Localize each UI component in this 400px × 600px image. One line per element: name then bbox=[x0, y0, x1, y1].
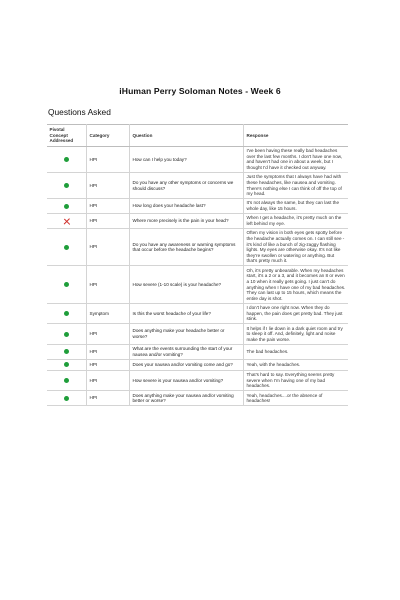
concept-cell bbox=[47, 229, 87, 266]
concept-cell bbox=[47, 324, 87, 345]
category-cell: HPI bbox=[87, 266, 130, 303]
green-dot-icon bbox=[63, 348, 70, 355]
response-cell: I've been having these really bad headaches over the last few months. I don't have one now, and haven't had one in about a week, but I thought I'd have it checked out anyway. bbox=[244, 146, 349, 172]
table-row bbox=[47, 370, 348, 391]
question-cell: How long does your headache last? bbox=[130, 199, 244, 214]
question-cell: Does anything make your headache better or worse? bbox=[130, 324, 244, 345]
green-dot-icon bbox=[63, 156, 70, 163]
question-cell: How severe (1-10 scale) is your headache? bbox=[130, 266, 244, 303]
table-row bbox=[47, 391, 348, 406]
concept-cell bbox=[47, 172, 87, 198]
question-cell: Is this the worst headache of your life? bbox=[130, 303, 244, 324]
green-dot-icon bbox=[63, 203, 70, 210]
response-cell: Yeah, headaches....or the absence of headaches! bbox=[244, 391, 349, 406]
header-concept: Pivotal Concept Addressed bbox=[47, 125, 87, 147]
red-x-icon bbox=[63, 218, 70, 225]
header-category: Category bbox=[87, 125, 130, 147]
table-row bbox=[47, 199, 348, 214]
question-cell: Where more precisely is the pain in your head? bbox=[130, 214, 244, 229]
table-row bbox=[47, 359, 348, 370]
concept-cell bbox=[47, 214, 87, 229]
response-cell: Just the symptoms that I always have had with these headaches, like nausea and vomiting. There's nothing else I can think of off the top of my head. bbox=[244, 172, 349, 198]
category-cell: HPI bbox=[87, 229, 130, 266]
green-dot-icon bbox=[63, 310, 70, 317]
question-cell: How severe is your nausea and/or vomiting? bbox=[130, 370, 244, 391]
question-cell: Does your nausea and/or vomiting come and go? bbox=[130, 359, 244, 370]
green-dot-icon bbox=[63, 331, 70, 338]
category-cell: HPI bbox=[87, 324, 130, 345]
header-question: Question bbox=[130, 125, 244, 147]
response-cell: When I get a headache, it's pretty much on the left behind my eye. bbox=[244, 214, 349, 229]
category-cell: HPI bbox=[87, 172, 130, 198]
category-cell: HPI bbox=[87, 370, 130, 391]
concept-cell bbox=[47, 146, 87, 172]
response-cell: That's hard to say. Everything seems pretty severe when I'm having one of my bad headaches. bbox=[244, 370, 349, 391]
question-cell: Do you have any awareness or warning symptoms that occur before the headache begins? bbox=[130, 229, 244, 266]
concept-cell bbox=[47, 359, 87, 370]
concept-cell bbox=[47, 266, 87, 303]
green-dot-icon bbox=[63, 377, 70, 384]
category-cell: HPI bbox=[87, 146, 130, 172]
category-cell: HPI bbox=[87, 359, 130, 370]
category-cell: HPI bbox=[87, 391, 130, 406]
response-cell: It's not always the same, but they can last the whole day, like 15 hours. bbox=[244, 199, 349, 214]
table-row bbox=[47, 214, 348, 229]
green-dot-icon bbox=[63, 244, 70, 251]
questions-table bbox=[47, 124, 348, 406]
category-cell: Symptom bbox=[87, 303, 130, 324]
concept-cell bbox=[47, 199, 87, 214]
category-cell: HPI bbox=[87, 199, 130, 214]
response-cell: Oh, it's pretty unbearable. When my headaches start, it's a 2 or a 3, and it becomes an 8 or even a 10 when it really gets going. I just can't do anything when I have one of my bad headaches. They can last up to 15 hours, which means the entire day is shot. bbox=[244, 266, 349, 303]
table-row bbox=[47, 229, 348, 266]
question-cell: What are the events surrounding the start of your nausea and/or vomiting? bbox=[130, 344, 244, 359]
document-title: iHuman Perry Soloman Notes - Week 6 bbox=[119, 86, 281, 96]
table-header-row bbox=[47, 125, 348, 147]
question-cell: Does anything make your nausea and/or vomiting better or worse? bbox=[130, 391, 244, 406]
concept-cell bbox=[47, 391, 87, 406]
table-row bbox=[47, 344, 348, 359]
response-cell: Yeah, with the headaches. bbox=[244, 359, 349, 370]
table-row bbox=[47, 303, 348, 324]
table-row bbox=[47, 324, 348, 345]
table-row bbox=[47, 266, 348, 303]
concept-cell bbox=[47, 303, 87, 324]
green-dot-icon bbox=[63, 281, 70, 288]
response-cell: I don't have one right now. When they do happen, the pain does get pretty bad. They just stink. bbox=[244, 303, 349, 324]
table-row bbox=[47, 146, 348, 172]
green-dot-icon bbox=[63, 361, 70, 368]
response-cell: It helps if I lie down in a dark quiet room and try to sleep it off. And, definitely, light and noise make the pain worse. bbox=[244, 324, 349, 345]
response-cell: Often my vision in both eyes gets spotty before the headache actually comes on. I can still see - it's kind of like a bunch of zig-zaggy flashing lights. My eyes are otherwise okay. It's not like they're swollen or watering or anything. But that's pretty much it. bbox=[244, 229, 349, 266]
category-cell: HPI bbox=[87, 344, 130, 359]
response-cell: The bad headaches. bbox=[244, 344, 349, 359]
section-heading: Questions Asked bbox=[48, 107, 111, 117]
green-dot-icon bbox=[63, 395, 70, 402]
table-row bbox=[47, 172, 348, 198]
concept-cell bbox=[47, 344, 87, 359]
question-cell: Do you have any other symptoms or concerns we should discuss? bbox=[130, 172, 244, 198]
green-dot-icon bbox=[63, 182, 70, 189]
question-cell: How can I help you today? bbox=[130, 146, 244, 172]
concept-cell bbox=[47, 370, 87, 391]
header-response: Response bbox=[244, 125, 349, 147]
category-cell: HPI bbox=[87, 214, 130, 229]
